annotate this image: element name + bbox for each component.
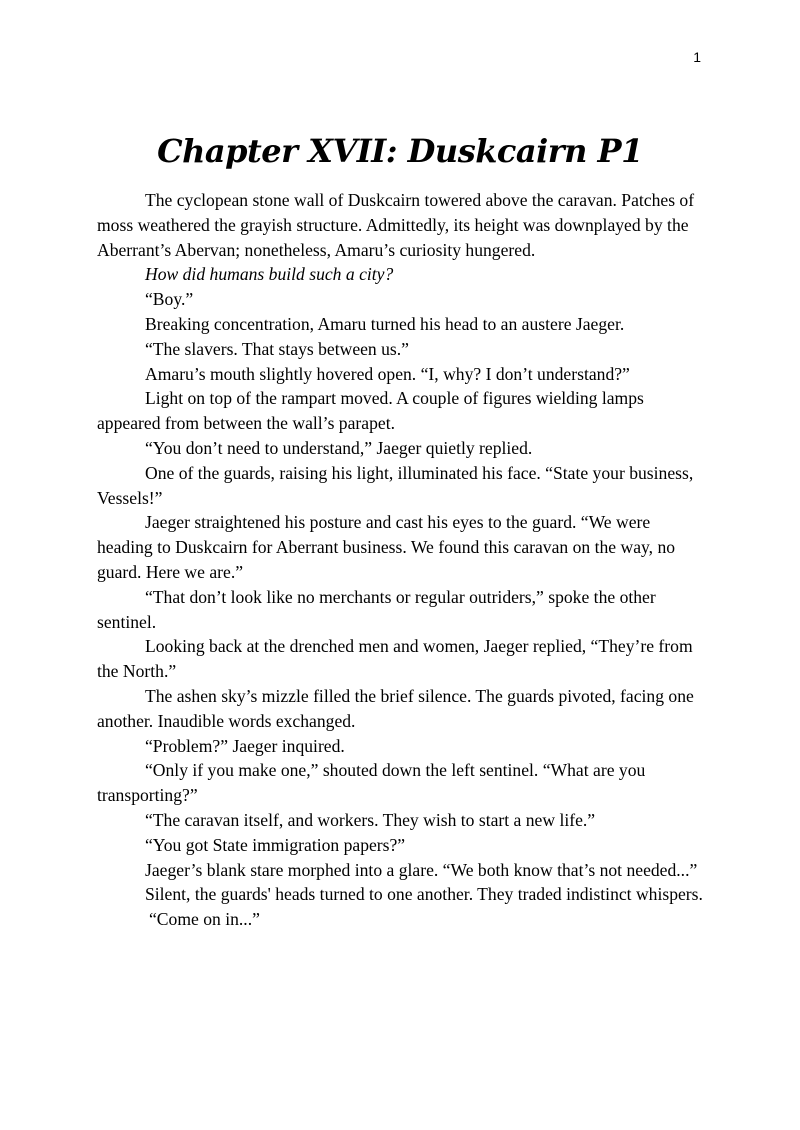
paragraph: “That don’t look like no merchants or regular outriders,” spoke the other sentinel. xyxy=(97,586,656,632)
paragraph: “Come on in...” xyxy=(149,909,260,930)
paragraph: “You don’t need to understand,” Jaeger quietly replied. xyxy=(145,437,533,458)
paragraph-italic-thought: How did humans build such a city? xyxy=(145,264,394,285)
paragraph: Light on top of the rampart moved. A couple of figures wielding lamps appeared from between the wall’s parapet. xyxy=(97,388,644,434)
paragraph: The ashen sky’s mizzle filled the brief silence. The guards pivoted, facing one another. Inaudible words exchanged. xyxy=(97,685,694,731)
paragraph: Silent, the guards' heads turned to one another. They traded indistinct whispers. xyxy=(145,884,703,905)
chapter-title: Chapter XVII: Duskcairn P1 xyxy=(157,132,643,170)
paragraph: “The caravan itself, and workers. They wish to start a new life.” xyxy=(145,809,596,830)
page-number: 1 xyxy=(693,49,701,65)
paragraph: Amaru’s mouth slightly hovered open. “I, why? I don’t understand?” xyxy=(145,363,630,384)
paragraph: “Problem?” Jaeger inquired. xyxy=(145,735,345,756)
paragraph: The cyclopean stone wall of Duskcairn towered above the caravan. Patches of moss weathered the grayish structure. Admittedly, its height was downplayed by the Aberrant’s Abervan; nonetheless, Amaru’s curiosity hungered. xyxy=(97,190,695,260)
paragraph: Jaeger straightened his posture and cast his eyes to the guard. “We were heading to Duskcairn for Aberrant business. We found this caravan on the way, no guard. Here we are.” xyxy=(97,512,676,582)
paragraph: “You got State immigration papers?” xyxy=(145,834,406,855)
paragraph: One of the guards, raising his light, illuminated his face. “State your business, Vessels!” xyxy=(97,462,694,508)
paragraph: “Boy.” xyxy=(145,289,194,310)
paragraph: Breaking concentration, Amaru turned his head to an austere Jaeger. xyxy=(145,313,625,334)
chapter-body xyxy=(97,188,707,932)
paragraph: Jaeger’s blank stare morphed into a glare. “We both know that’s not needed...” xyxy=(145,859,698,880)
paragraph: Looking back at the drenched men and women, Jaeger replied, “They’re from the North.” xyxy=(97,636,693,682)
paragraph: “Only if you make one,” shouted down the left sentinel. “What are you transporting?” xyxy=(97,760,646,806)
paragraph: “The slavers. That stays between us.” xyxy=(145,338,409,359)
